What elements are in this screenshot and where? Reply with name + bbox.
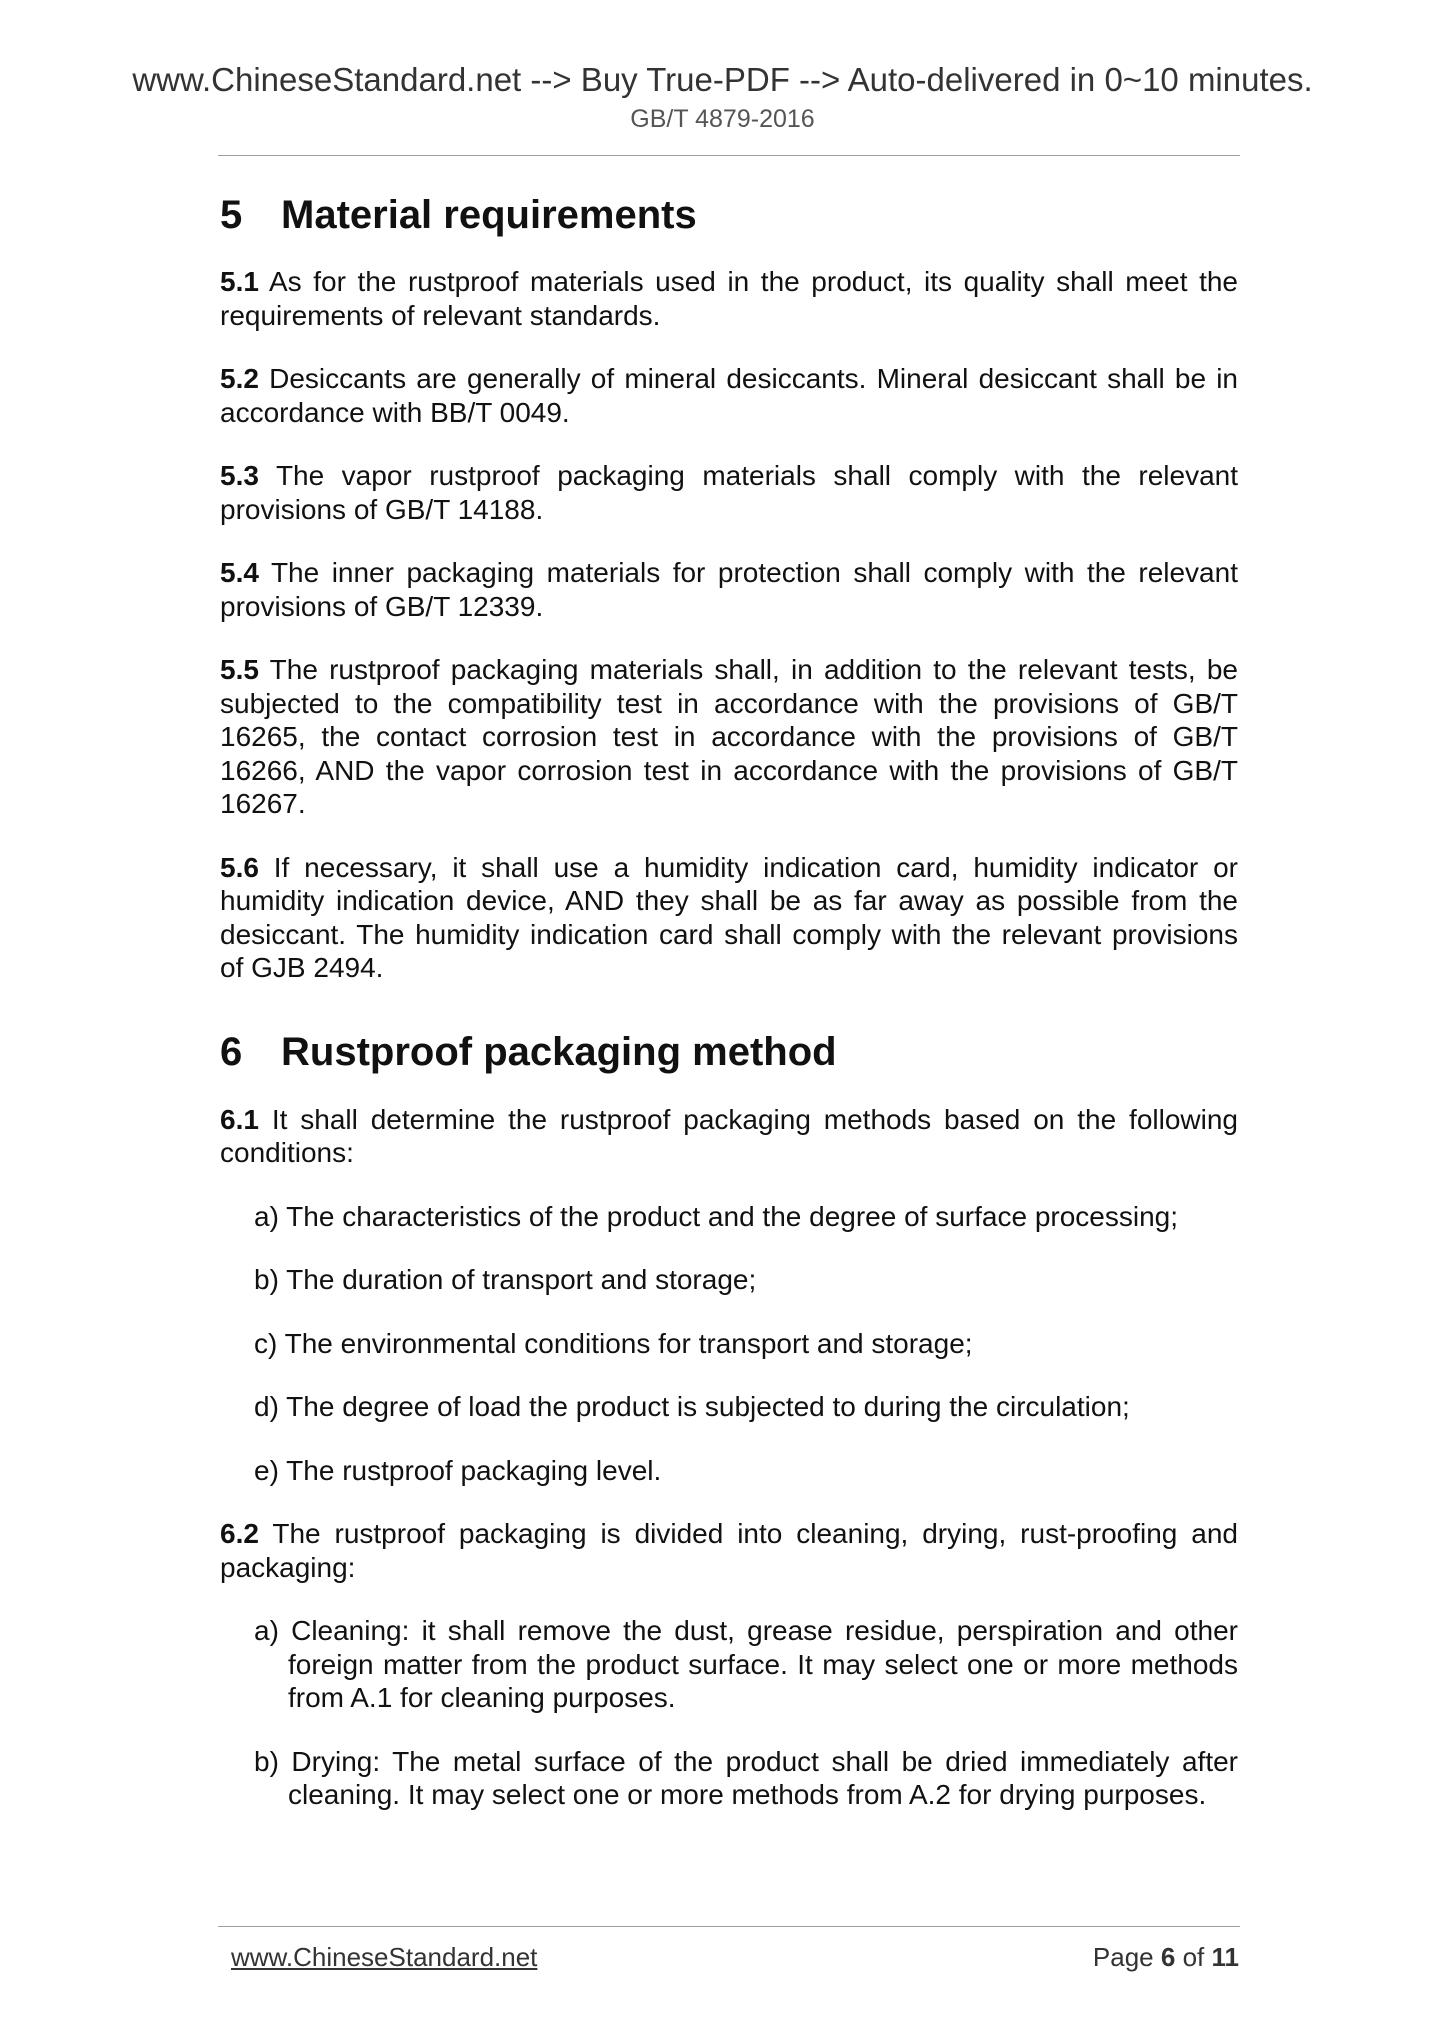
list-item: a) Cleaning: it shall remove the dust, grease residue, perspiration and other foreign matter from the product surface. It may select one or more methods from A.1 for cleaning purposes. xyxy=(254,1615,1238,1713)
clause-6-1 xyxy=(220,1103,1238,1170)
clause-text: The vapor rustproof packaging materials shall comply with the relevant provisions of GB/T 14188. xyxy=(220,460,1238,525)
clause-6-2 xyxy=(220,1517,1238,1584)
top-banner[interactable]: www.ChineseStandard.net --> Buy True-PDF --> Auto-delivered in 0~10 minutes. xyxy=(132,61,1313,98)
document-number: GB/T 4879-2016 xyxy=(630,105,815,133)
page-of: of xyxy=(1182,1942,1205,1972)
clause-number: 6.1 xyxy=(220,1103,259,1135)
clause-5-4 xyxy=(220,556,1238,623)
clause-text: As for the rustproof materials used in the product, its quality shall meet the requirements of relevant standards. xyxy=(220,266,1239,331)
section-5-heading xyxy=(220,190,1238,240)
clause-text: The rustproof packaging materials shall, in addition to the relevant tests, be subjected to the compatibility test in accordance with the provisions of GB/T 16265, the contact corrosion test in accordance with the provisions of GB/T 16266, AND the vapor corrosion test in accordance with the provisions of GB/T 16267. xyxy=(220,654,1238,819)
section-number: 6 xyxy=(220,1029,243,1074)
clause-text: Desiccants are generally of mineral desiccants. Mineral desiccant shall be in accordance with BB/T 0049. xyxy=(220,363,1239,428)
footer-divider xyxy=(218,1926,1240,1927)
clause-number: 6.2 xyxy=(220,1518,259,1549)
clause-number: 5.5 xyxy=(220,654,259,685)
clause-text: The inner packaging materials for protection shall comply with the relevant provisions of GB/T 12339. xyxy=(220,557,1238,622)
clause-5-2 xyxy=(220,362,1238,429)
header-divider xyxy=(218,155,1240,156)
clause-text: It shall determine the rustproof packaging methods based on the following conditions: xyxy=(220,1103,1238,1168)
footer-website-link[interactable]: www.ChineseStandard.net xyxy=(231,1942,538,1972)
clause-5-3 xyxy=(220,459,1238,526)
section-number: 5 xyxy=(220,193,243,237)
clause-5-5 xyxy=(220,653,1238,821)
page-indicator xyxy=(1093,1940,1239,1974)
section-title: Rustproof packaging method xyxy=(281,1029,837,1074)
section-title: Material requirements xyxy=(281,193,697,237)
list-item: d) The degree of load the product is subjected to during the circulation; xyxy=(254,1391,1130,1422)
clause-number: 5.4 xyxy=(220,557,259,588)
clause-number: 5.3 xyxy=(220,460,259,491)
section-6-heading xyxy=(220,1027,1238,1077)
page-prefix: Page xyxy=(1092,1942,1154,1972)
list-item: b) Drying: The metal surface of the product shall be dried immediately after cleaning. It may select one or more methods from A.2 for drying purposes. xyxy=(254,1745,1238,1810)
clause-number: 5.1 xyxy=(220,266,259,297)
page-content xyxy=(220,190,1238,1812)
clause-text: If necessary, it shall use a humidity indication card, humidity indicator or humidity indication device, AND they shall be as far away as possible from the desiccant. The humidity indication card shall comply with the relevant provisions of GJB 2494. xyxy=(220,851,1238,983)
clause-number: 5.6 xyxy=(220,851,259,883)
clause-5-1 xyxy=(220,265,1238,332)
list-item: b) The duration of transport and storage; xyxy=(254,1264,757,1295)
list-item: a) The characteristics of the product and the degree of surface processing; xyxy=(254,1200,1178,1232)
list-item: e) The rustproof packaging level. xyxy=(254,1454,662,1486)
list-item: c) The environmental conditions for transport and storage; xyxy=(254,1327,973,1359)
page-total: 11 xyxy=(1211,1942,1239,1972)
page-current: 6 xyxy=(1160,1942,1176,1972)
clause-text: The rustproof packaging is divided into cleaning, drying, rust-proofing and packaging: xyxy=(220,1518,1238,1583)
clause-number: 5.2 xyxy=(220,363,259,394)
clause-5-6 xyxy=(220,851,1238,985)
